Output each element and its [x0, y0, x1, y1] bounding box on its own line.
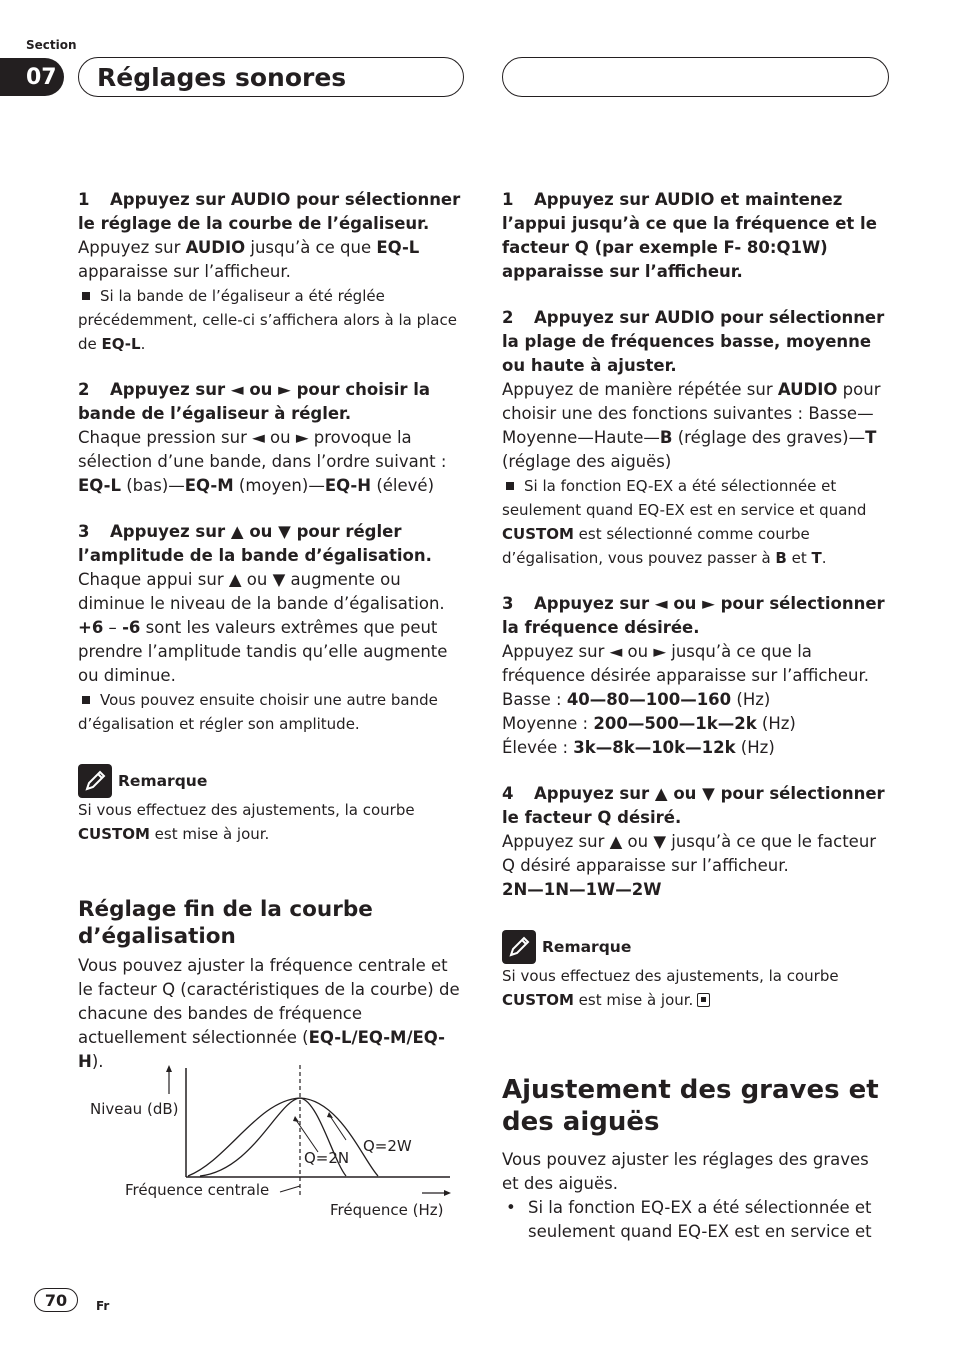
- step-heading: Appuyez sur AUDIO et maintenez l’appui jusqu’à ce que la fréquence et le facteur Q (par exemple F- 80:Q1W) apparaisse sur l’afficheur.: [502, 190, 877, 281]
- eq-curve-diagram: [78, 1060, 464, 1230]
- frequency-axis-label: Fréquence (Hz): [330, 1201, 444, 1219]
- q-factor-sequence: 2N—1N—1W—2W: [502, 880, 662, 899]
- step-body: Appuyez sur ◄ ou ► jusqu’à ce que la fréquence désirée apparaisse sur l’afficheur.: [502, 642, 870, 685]
- band-sequence: EQ-L (bas)—EQ-M (moyen)—EQ-H (élevé): [78, 476, 435, 495]
- center-frequency-label: Fréquence centrale: [125, 1181, 270, 1199]
- remark-title: Remarque: [542, 938, 632, 956]
- bass-treble-bullet: • Si la fonction EQ-EX a été sélectionnée et seulement quand EQ-EX est en service et: [502, 1196, 890, 1244]
- step-number: 3: [78, 522, 90, 541]
- left-step-2: [78, 378, 464, 426]
- step-body: Chaque appui sur ▲ ou ▼ augmente ou diminue le niveau de la bande d’égalisation.: [78, 570, 445, 613]
- pencil-note-icon: [502, 930, 536, 964]
- q-2w-label: Q=2W: [363, 1137, 412, 1155]
- basse-frequencies: Basse : 40—80—100—160 (Hz): [502, 690, 771, 709]
- step-number: 1: [78, 190, 90, 209]
- right-step-4: [502, 782, 890, 830]
- remark-text: Si vous effectuez des ajustements, la courbe CUSTOM est mise à jour.: [78, 801, 415, 843]
- step-note: Si la fonction EQ-EX a été sélectionnée et seulement quand EQ-EX est en service et quand CUSTOM est sélectionné comme courbe d’égalisation, vous pouvez passer à B et T.: [502, 477, 867, 567]
- step-body: Appuyez sur ▲ ou ▼ jusqu’à ce que le facteur Q désiré apparaisse sur l’afficheur.: [502, 832, 877, 875]
- page-number: 70: [34, 1288, 78, 1312]
- empty-header-box: [502, 57, 889, 97]
- step-number: 2: [78, 380, 90, 399]
- right-step-3: [502, 592, 890, 640]
- bass-treble-body: Vous pouvez ajuster les réglages des graves et des aiguës.: [502, 1150, 869, 1193]
- step-heading: Appuyez sur ◄ ou ► pour sélectionner la fréquence désirée.: [502, 594, 885, 637]
- right-column: [502, 188, 890, 1244]
- bullet-square-icon: [82, 696, 90, 704]
- step-number: 1: [502, 190, 514, 209]
- step-body: Appuyez sur AUDIO jusqu’à ce que EQ-L apparaisse sur l’afficheur.: [78, 238, 420, 281]
- section-label: Section: [26, 38, 77, 52]
- moyenne-frequencies: Moyenne : 200—500—1k—2k (Hz): [502, 714, 796, 733]
- remark-text: Si vous effectuez des ajustements, la courbe CUSTOM est mise à jour.: [502, 967, 839, 1009]
- step-heading: Appuyez sur ◄ ou ► pour choisir la bande de l’égaliseur à régler.: [78, 380, 431, 423]
- q-2n-label: Q=2N: [304, 1149, 350, 1167]
- bass-treble-heading: Ajustement des graves et des aiguës: [502, 1075, 879, 1137]
- level-axis-label: Niveau (dB): [90, 1100, 179, 1118]
- bullet-square-icon: [506, 482, 514, 490]
- remark-title: Remarque: [118, 772, 208, 790]
- language-code: Fr: [96, 1299, 110, 1313]
- elevee-frequencies: Élevée : 3k—8k—10k—12k (Hz): [502, 738, 775, 757]
- bullet-dot-icon: •: [506, 1198, 516, 1217]
- step-heading: Appuyez sur ▲ ou ▼ pour régler l’amplitude de la bande d’égalisation.: [78, 522, 432, 565]
- step-note: Si la bande de l’égaliseur a été réglée précédemment, celle-ci s’affichera alors à la place de EQ-L.: [78, 287, 457, 353]
- section-number: 07: [0, 58, 64, 96]
- bullet-square-icon: [82, 292, 90, 300]
- step-note: Vous pouvez ensuite choisir une autre bande d’égalisation et régler son amplitude.: [78, 691, 438, 733]
- left-step-1: [78, 188, 464, 236]
- remark-header: [78, 764, 464, 798]
- step-body: Chaque pression sur ◄ ou ► provoque la sélection d’une bande, dans l’ordre suivant :: [78, 428, 447, 471]
- pencil-note-icon: [78, 764, 112, 798]
- left-column: [78, 188, 464, 1074]
- step-number: 4: [502, 784, 514, 803]
- right-step-1: [502, 188, 890, 284]
- fine-tuning-heading: Réglage fin de la courbe d’égalisation: [78, 897, 373, 949]
- amplitude-range: +6 – -6 sont les valeurs extrêmes que peut prendre l’amplitude tandis qu’elle augmente ou diminue.: [78, 618, 448, 685]
- step-heading: Appuyez sur AUDIO pour sélectionner le réglage de la courbe de l’égaliseur.: [78, 190, 461, 233]
- page-title: Réglages sonores: [78, 57, 464, 97]
- step-body: Appuyez de manière répétée sur AUDIO pour choisir une des fonctions suivantes : Basse—Moyenne—Haute—B (réglage des graves)—T (réglage des aiguës): [502, 380, 881, 471]
- step-number: 3: [502, 594, 514, 613]
- end-of-section-icon: [697, 993, 710, 1007]
- left-step-3: [78, 520, 464, 568]
- right-step-2: [502, 306, 890, 378]
- remark-header: [502, 930, 890, 964]
- step-heading: Appuyez sur ▲ ou ▼ pour sélectionner le facteur Q désiré.: [502, 784, 885, 827]
- step-heading: Appuyez sur AUDIO pour sélectionner la plage de fréquences basse, moyenne ou haute à ajuster.: [502, 308, 885, 375]
- fine-tuning-body: Vous pouvez ajuster la fréquence centrale et le facteur Q (caractéristiques de la courbe) de chacune des bandes de fréquence actuellement sélectionnée (EQ-L/EQ-M/EQ-H).: [78, 956, 460, 1071]
- step-number: 2: [502, 308, 514, 327]
